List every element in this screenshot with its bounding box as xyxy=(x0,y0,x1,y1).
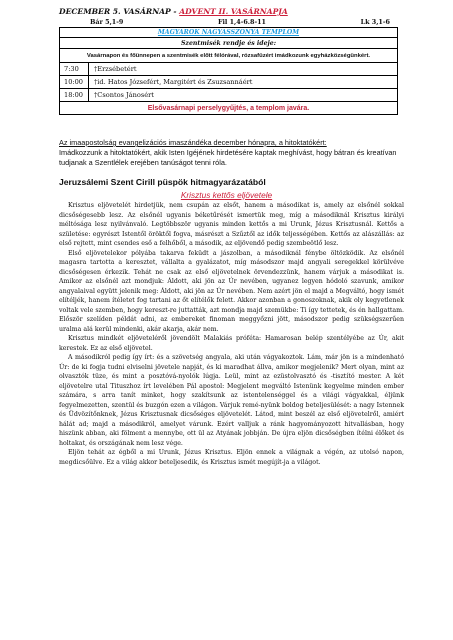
reading-gospel: Lk 3,1-6 xyxy=(360,18,390,26)
mass-time: 10:00 xyxy=(60,76,89,88)
church-name: MAGYAROK NAGYASSZONYA TEMPLOM xyxy=(60,28,397,38)
title-date: DECEMBER 5. VASÁRNAP - xyxy=(59,7,180,16)
mass-row xyxy=(60,63,397,76)
mass-row xyxy=(60,76,397,89)
mass-row xyxy=(60,89,397,102)
prayer-intention xyxy=(59,138,404,168)
reading-first: Bár 5,1-9 xyxy=(90,18,124,26)
prayer-text: Imádkozzunk a hitoktatókért, akik Isten Igéjének hirdetésére kaptak meghívást, hogy bátran és kreatívan tudjanak a Szentlélek erejében tanúságot tenni róla. xyxy=(59,148,397,167)
title-advent: ADVENT II. VASÁRNAPJA xyxy=(179,7,288,16)
article-subtitle: Krisztus kettős eljövetele xyxy=(180,190,273,200)
mass-intention: †id. Hatos Józsefért, Margitért és Zsuzsannáért xyxy=(94,78,253,86)
prayer-intro: Az imaapostolság evangelizációs imaszándéka december hónapra, a hitoktatókért: xyxy=(59,138,327,147)
article-paragraph: Krisztus mindkét eljöveteléről jövendölt Malakiás próféta: Hamarosan belép szentélyébe az Úr, akit kerestek. Ez az első eljövetel. xyxy=(59,335,404,352)
readings-row xyxy=(90,18,390,26)
rosary-note: Vasárnapon és főünnepen a szentmisék előtt félórával, rózsafüzért imádkozunk egyházközségünkért. xyxy=(60,49,397,63)
mass-schedule-table xyxy=(59,27,398,115)
article-paragraph: Eljön tehát az égből a mi Urunk, Jézus Krisztus. Eljön ennek a világnak a végén, az utolsó napon, megdicsőülve. Ez a világ akkor beteljesedik, és Krisztus ismét megújít-ja a világot. xyxy=(59,449,404,466)
article-paragraph: A másodikról pedig így írt: és a szövetség angyala, aki után vágyakoztok. Lám, már jön is a mindenható Úr: de ki fogja tudni elviselni jövetele napját, és ki maradhat állva, amikor megjelenik? Mert olyan, mint az olvasztók tüze, és mint a posztóvá-nyolók lúgja. Leül, mint az ezüstolvasztó és -tisztító mester. A két eljövetelre utal Tituszhoz írt levelében Pál apostol: Megjelent megváltó Istenünk kegyelme minden ember számára, s arra tanít minket, hogy szakítsunk az istentelenséggel és a világi vágyakkal, éljünk fegyelmezetten, szentül és buzgón ezen a világon. Várjuk remé-nyünk boldog beteljesülését: a nagy Istennek és Üdvözítőnknek, Jézus Krisztusnak dicsőséges eljövetelét. Látod, mint beszél az első eljövetelről, amiért hálát ad; majd a másodikról, amelyet várunk. Ezért valljuk a ránk hagyományozott hitvallásban, hogy hiszünk abban, aki fölment a mennybe, ott ül az Atyának jobbján. De újra eljön dicsőségben ítélni élőket és holtakat, és országának nem lesz vége. xyxy=(59,354,404,447)
mass-time: 7:30 xyxy=(60,63,89,75)
mass-intention: †Erzsébetért xyxy=(94,65,137,73)
mass-time: 18:00 xyxy=(60,89,89,101)
mass-intention: †Csontos Jánosért xyxy=(94,91,154,99)
article-paragraph: Első eljövetelekor pólyába takarva feküdt a jászolban, a másodiknál fénybe öltözködik. Az elsőnél magasra tartotta a keresztet, vállalta a gyalázatot, míg másodszor majd angyali seregekkel körülvéve dicsőségesen érkezik. Tehát ne csak az első eljövetelnek örvendezzünk, hanem várjuk a másodikat is. Amikor az elsőnél azt mondjuk: Áldott, aki jön az Úr nevében, ugyanez legyen hódoló szavunk, amikor angyalaival együtt jelenik meg: Áldott, aki jön az Úr nevében. Nem azért jön el majd a Megváltó, hogy ismét elítéljék, hanem ítéletet fog tartani az őt elítélők felett. Akkor azonban a gonoszoknak, akik oly kegyetlenek voltak vele szemben, hogy kereszt-re juttatták, azt mondja majd szemükbe: Ti így tettetek, és én hallgattam. Először szelíden példát adni, az embereket finoman meggyőzni jött, másodszor pedig szükségszerűen uralma alá kerül mindenki, akár akarja, akár nem. xyxy=(59,249,404,333)
article-body xyxy=(59,201,404,467)
collection-note: Elsővasárnapi perselygyűjtés, a templom javára. xyxy=(147,104,310,112)
schedule-heading: Szentmisék rendje és ideje: xyxy=(60,38,397,49)
article-paragraph: Krisztus eljövetelét hirdetjük, nem csupán az elsőt, hanem a másodikat is, amely az elsőnél sokkal dicsőségesebb lesz. Az elsőnél ugyanis béketűrését ismertük meg, míg a másodiknál Krisztus királyi méltósága lesz nyilvánvaló. Legtöbbször ugyanis minden kettős a mi Urunk, Jézus Krisztusnál. Kettős a születése: egyrészt Istentől öröktől fogva, másrészt a Szűztől az idők teljességében. Kettős az alászállás: az első rejtett, mint csendes eső a felhőből, a második, az eljövendő pedig szembeötlő lesz. xyxy=(59,202,404,248)
reading-second: Fil 1,4-6.8-11 xyxy=(217,18,267,26)
page-title xyxy=(59,7,419,16)
article-title: Jeruzsálemi Szent Cirill püspök hitmagyarázatából xyxy=(59,177,266,187)
